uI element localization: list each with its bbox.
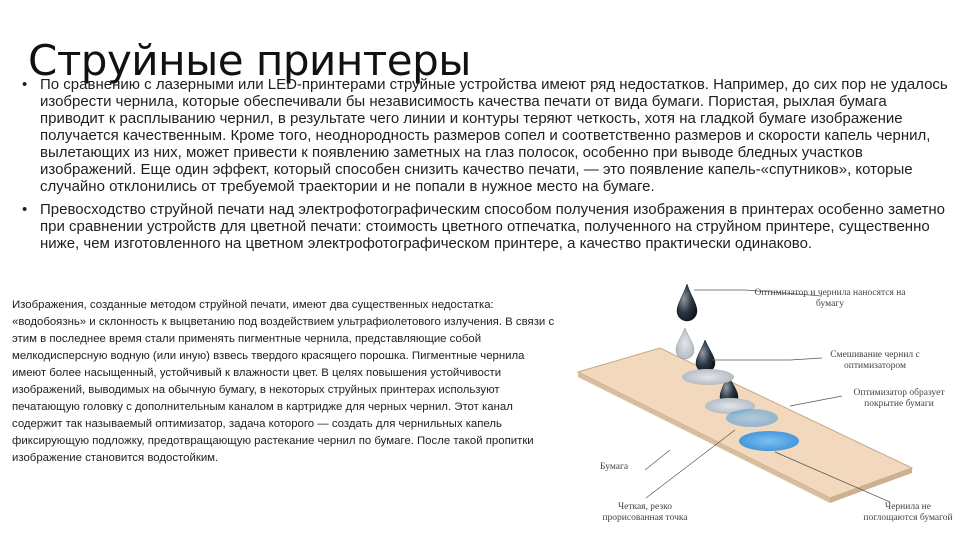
bullet-item [22,201,952,252]
label-sharp-dot: Четкая, резко прорисованная точка [602,502,688,523]
ink-drop-icon [676,328,694,359]
label-optimizer-ink: Оптимизатор и чернила наносятся на бумагу [754,288,906,309]
label-coating: Оптимизатор образует покрытие бумаги [853,388,945,409]
bullet-list [22,76,952,258]
ink-drop-icon [677,284,697,321]
bullet-marker: • [22,76,28,93]
inkjet-diagram [560,280,960,540]
inkjet-diagram-graphic [560,280,960,540]
side-paragraph: Изображения, созданные методом струйной печати, имеют два существенных недостатка: «водобоязнь» и склонность к выцветанию под воздействием ультрафиолетового излучения. В связи с этим в последнее время стали применять пигментные чернила, представляющие собой мелкодисперсную водную (или иную) взвесь твердого красящего порошка. Пигментные чернила имеют более насыщенный, устойчивый к влажности цвет. В целях повышения устойчивости изображений, выводимых на обычную бумагу, в некоторых струйных принтерах используют печатающую головку с дополнительным каналом в картридже для черных чернил. Этот канал содержит так называемый оптимизатор, задача которого — создать для чернильных капель фиксирующую подложку, предотвращающую растекание чернил по бумаге. После такой пропитки изображение становится водостойким. [12,299,555,464]
optimizer-spot [682,369,734,385]
ink-spot [739,431,799,451]
bullet-text: По сравнению с лазерными или LED-принтерами струйные устройства имеют ряд недостатков. Например, до сих пор не удалось изобрести чернила, которые обеспечивали бы независимость качества печати от вида бумаги. Пористая, рыхлая бумага приводит к расплыванию чернил, в результате чего линии и контуры теряют четкость, хотя на гладкой бумаге изображение получается качественным. Кроме того, неоднородность размеров сопел и соответственно размеров и скорости капель чернил, вылетающих из них, может привести к появлению заметных на глаз полосок, особенно при выводе бледных участков изображений. Еще один эффект, который способен снизить качество печати, — это появление капель-«спутников», которые случайно отклонились от требуемой траектории и не попали в нужное место на бумаге. [40,76,948,195]
label-not-absorbed: Чернила не поглощаются бумагой [863,502,953,523]
bullet-item [22,76,952,195]
bullet-marker: • [22,201,28,218]
label-paper: Бумага [600,462,629,472]
ink-spot [726,409,778,427]
label-mixing: Смешивание чернил с оптимизатором [830,350,920,371]
page-title: Струйные принтеры [28,36,471,85]
bullet-text: Превосходство струйной печати над электрофотографическим способом получения изображения в принтерах особенно заметно при сравнении устройств для цветной печати: стоимость цветного отпечатка, полученного на струйном принтере, существенно ниже, чем изготовленного на цветном электрофотографическом принтере, а качество практически одинаково. [40,201,945,252]
ink-drop-icon [696,340,715,373]
